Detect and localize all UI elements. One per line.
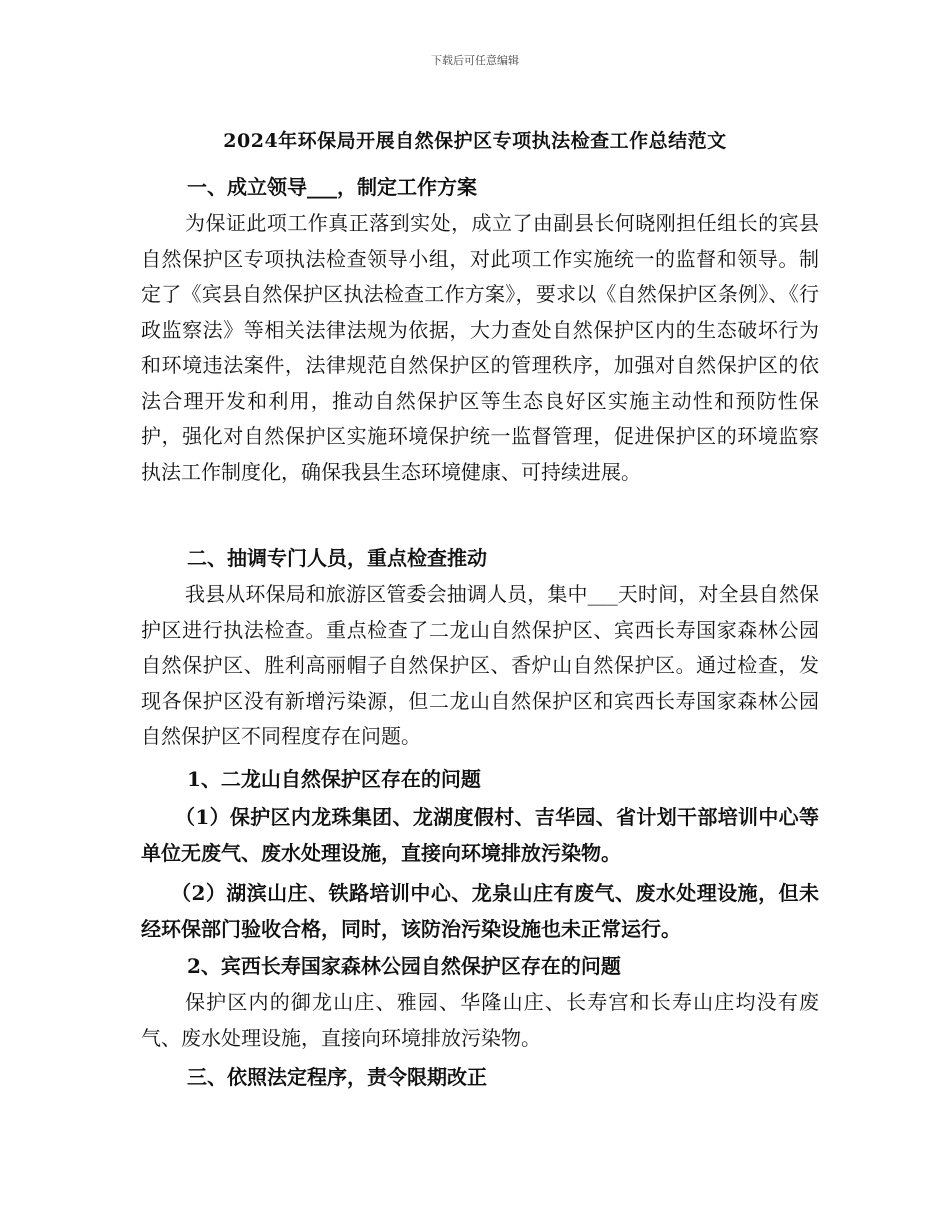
document-title: 2024年环保局开展自然保护区专项执法检查工作总结范文 bbox=[223, 130, 727, 152]
section-1-paragraph: 为保证此项工作真正落到实处，成立了由副县长何晓刚担任组长的宾县自然保护区专项执法检查领导小组，对此项工作实施统一的监督和领导。制定了《宾县自然保护区执法检查工作方案》，要求以《自然保护区条例》、《行政监察法》等相关法律法规为依据，大力查处自然保护区内的生态破坏行为和环境违法案件，法律规范自然保护区的管理秩序，加强对自然保护区的依法合理开发和利用，推动自然保护区等生态良好区实施主动性和预防性保护，强化对自然保护区实施环境保护统一监督管理，促进保护区的环境监察执法工作制度化，确保我县生态环境健康、可持续进展。 bbox=[141, 211, 819, 484]
subsection-1-item-2: （2）湖滨山庄、铁路培训中心、龙泉山庄有废气、废水处理设施，但未经环保部门验收合格，同时，该防治污染设施也未正常运行。 bbox=[141, 881, 819, 941]
subsection-1-item-1: （1）保护区内龙珠集团、龙湖度假村、吉华园、省计划干部培训中心等单位无废气、废水处理设施，直接向环境排放污染物。 bbox=[141, 805, 819, 865]
section-2-paragraph: 我县从环保局和旅游区管委会抽调人员，集中___天时间，对全县自然保护区进行执法检查。重点检查了二龙山自然保护区、宾西长寿国家森林公园自然保护区、胜利高丽帽子自然保护区、香炉山自然保护区。通过检查，发现各保护区没有新增污染源，但二龙山自然保护区和宾西长寿国家森林公园自然保护区不同程度存在问题。 bbox=[141, 582, 819, 748]
subsection-2-body bbox=[141, 985, 819, 1056]
subsection-1-heading: 1、二龙山自然保护区存在的问题 bbox=[187, 767, 481, 791]
section-2-body bbox=[141, 577, 819, 755]
section-1-heading: 一、成立领导___，制定工作方案 bbox=[187, 175, 477, 199]
subsection-2-heading: 2、宾西长寿国家森林公园自然保护区存在的问题 bbox=[187, 954, 621, 978]
section-3-heading: 三、依照法定程序，责令限期改正 bbox=[187, 1065, 487, 1089]
section-1-body bbox=[141, 206, 819, 490]
subsection-1-body-2 bbox=[141, 876, 819, 947]
subsection-2-paragraph: 保护区内的御龙山庄、雅园、华隆山庄、长寿宫和长寿山庄均没有废气、废水处理设施，直接向环境排放污染物。 bbox=[141, 990, 819, 1050]
section-2-heading: 二、抽调专门人员，重点检查推动 bbox=[187, 546, 487, 570]
watermark-text: 下载后可任意编辑 bbox=[431, 54, 519, 67]
subsection-1-body bbox=[141, 800, 819, 871]
